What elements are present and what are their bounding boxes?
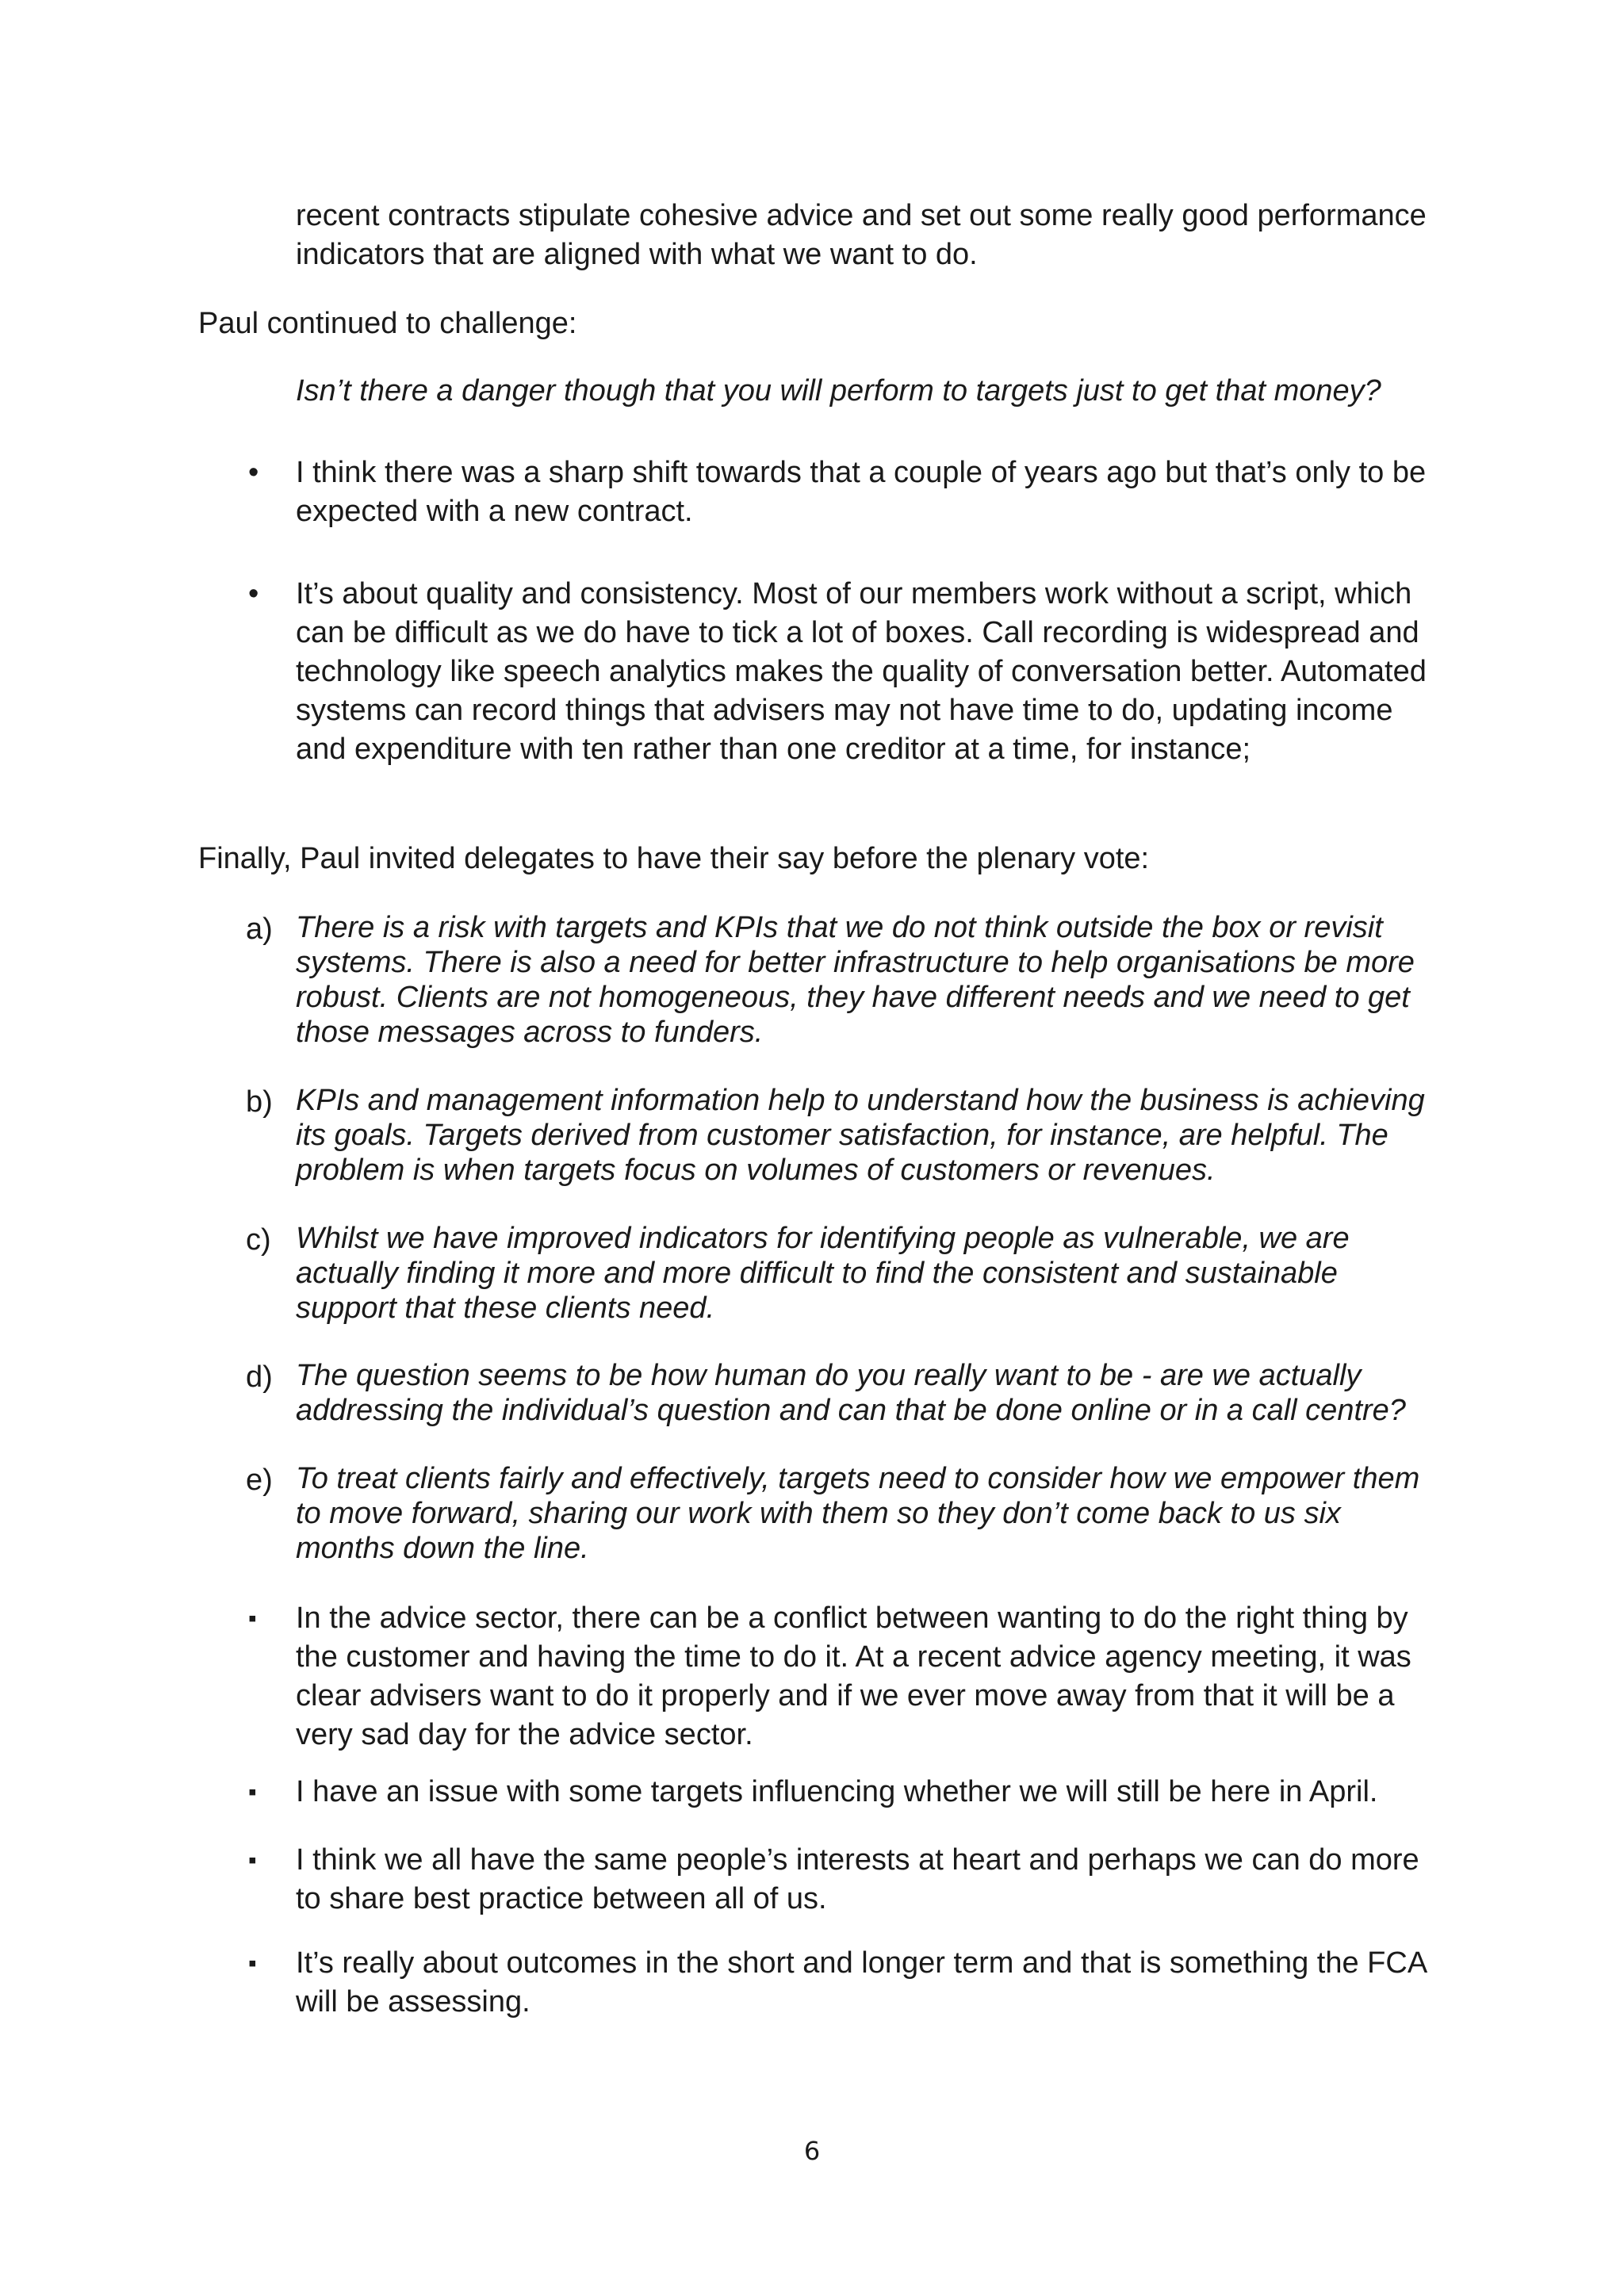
letter-marker: d) (246, 1360, 273, 1394)
bullet-text: It’s about quality and consistency. Most of our members work without a script, which can be difficult as we do have to tick a lot of boxes. Call recording is widespread and technology like speech analytics makes the quality of conversation better. Automated systems can record things that advisers may not have time to do, updating income and expenditure with ten rather than one creditor at a time, for instance; (296, 577, 1427, 766)
bullet-marker: • (248, 456, 259, 489)
page-number: 6 (803, 2136, 821, 2166)
lettered-text: The question seems to be how human do you really want to be - are we actually addressing the individual’s question and can that be done online or in a call centre? (296, 1359, 1406, 1427)
square-bullet-marker: ▪ (248, 1950, 257, 1976)
square-bullet-text: I think we all have the same people’s interests at heart and perhaps we can do more to share best practice between all of us. (296, 1843, 1419, 1915)
bullet-text: I think there was a sharp shift towards that a couple of years ago but that’s only to be expected with a new contract. (296, 456, 1427, 528)
letter-marker: a) (246, 913, 273, 946)
square-bullet-text: It’s really about outcomes in the short and longer term and that is something the FCA will be assessing. (296, 1946, 1427, 2019)
square-bullet-text: In the advice sector, there can be a conflict between wanting to do the right thing by the customer and having the time to do it. At a recent advice agency meeting, it was clear advisers want to do it properly and if we ever move away from that it will be a very sad day for the advice sector. (296, 1601, 1411, 1751)
challenge-quote: Isn’t there a danger though that you will perform to targets just to get that money? (296, 374, 1381, 408)
letter-marker: e) (246, 1464, 273, 1497)
lettered-text: Whilst we have improved indicators for identifying people as vulnerable, we are actually finding it more and more difficult to find the consistent and sustainable support that these clients need. (296, 1222, 1350, 1325)
challenge-intro: Paul continued to challenge: (198, 307, 577, 340)
lettered-text: To treat clients fairly and effectively, targets need to consider how we empower them to move forward, sharing our work with them so they don’t come back to us six months down the line. (296, 1462, 1420, 1565)
continuation-paragraph: recent contracts stipulate cohesive advice and set out some really good performance indicators that are aligned with what we want to do. (296, 199, 1427, 271)
finally-intro: Finally, Paul invited delegates to have their say before the plenary vote: (198, 842, 1150, 875)
letter-marker: c) (246, 1223, 271, 1257)
square-bullet-text: I have an issue with some targets influencing whether we will still be here in April. (296, 1775, 1378, 1808)
lettered-text: There is a risk with targets and KPIs that we do not think outside the box or revisit systems. There is also a need for better infrastructure to help organisations be more robust. Clients are not homogeneous, they have different needs and we need to get those messages across to funders. (296, 911, 1415, 1049)
square-bullet-marker: ▪ (248, 1847, 257, 1873)
letter-marker: b) (246, 1085, 273, 1119)
lettered-text: KPIs and management information help to understand how the business is achieving its goals. Targets derived from customer satisfaction, for instance, are helpful. The problem is when targets focus on volumes of customers or revenues. (296, 1084, 1425, 1187)
square-bullet-marker: ▪ (248, 1779, 257, 1805)
bullet-marker: • (248, 577, 259, 610)
square-bullet-marker: ▪ (248, 1605, 257, 1632)
